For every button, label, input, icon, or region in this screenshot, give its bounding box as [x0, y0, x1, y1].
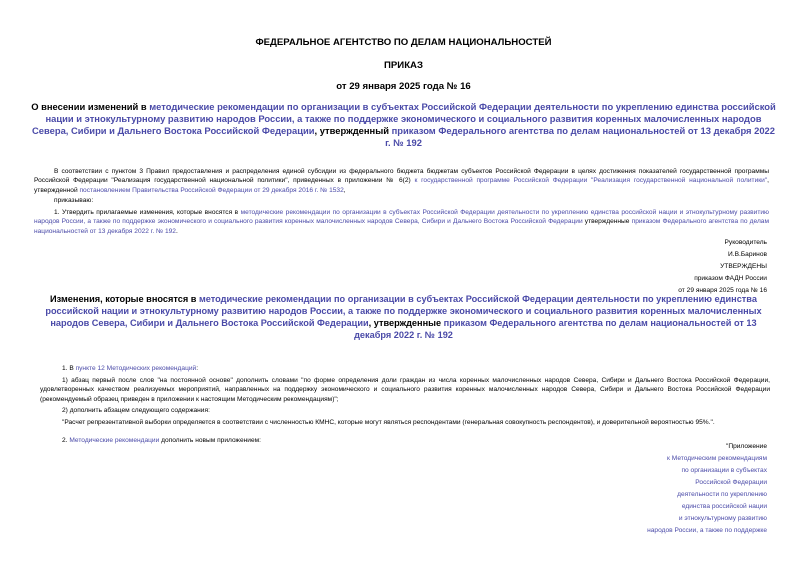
preamble-link-decree[interactable]: постановлением Правительства Российской Федерации от 29 декабря 2016 г. № 1532 — [79, 186, 344, 194]
appendix-header — [547, 441, 767, 537]
preamble-text-2: , утвержденной — [34, 177, 770, 194]
title-link-order[interactable]: приказом Федерального агентства по делам национальностей от 13 декабря 2022 г. № 192 — [385, 125, 775, 148]
appendix-line-link[interactable]: деятельности по укреплению — [677, 491, 767, 498]
appendix-line-link[interactable]: единства российской нации — [681, 503, 767, 510]
change-item-1-link[interactable]: пункте 12 Методических рекомендаций — [75, 365, 197, 372]
order-link-recommendations[interactable]: методические рекомендации по организации в субъектах Российской Федерации деятельности по укреплению единства российской нации и этнокультурному развитию народов России, а также по поддержке экономического и социального развития коренных малочисленных народов Севера, Сибири и Дальнего Востока Российской Федерации — [34, 209, 769, 226]
title-middle: , утвержденный — [314, 125, 392, 136]
change-item-2-suffix: дополнить новым приложением: — [159, 437, 261, 444]
order-text-2: утвержденные — [582, 218, 632, 226]
order-text: 1. Утвердить прилагаемые изменения, которые вносятся в — [54, 209, 241, 216]
appendix-line-link[interactable]: народов России, а также по поддержке — [647, 527, 767, 534]
change-subitem-2: 2) дополнить абзацем следующего содержания: — [62, 407, 210, 414]
change-item-1-prefix: 1. В — [62, 365, 76, 372]
changes-title-prefix: Изменения, которые вносятся в — [50, 294, 199, 304]
change-item-1-suffix: : — [196, 365, 199, 372]
approved-by-order: приказом ФАДН России — [694, 275, 767, 282]
changes-title-link-order[interactable]: приказом Федерального агентства по делам национальностей от 13 декабря 2022 г. № 192 — [354, 318, 757, 340]
preamble-paragraph — [34, 167, 769, 195]
preamble-text: В соответствии с пунктом 3 Правил предоставления и распределения единой субсидии из федерального бюджета бюджетам субъектов Российской Федерации в целях достижения показателей государственной программы Российской Федерации "Реализация государственной национальной политики", приведенных в приложении № 6(2) — [34, 168, 769, 185]
changes-title-middle: , утвержденные — [368, 318, 444, 328]
document-title — [30, 101, 777, 149]
title-prefix: О внесении изменений в — [31, 101, 150, 112]
approved-date: от 29 января 2025 года № 16 — [678, 287, 767, 294]
appendix-line-link[interactable]: и этнокультурному развитию — [678, 515, 767, 522]
appendix-line: "Приложение — [725, 443, 767, 450]
preamble-text-3: , — [343, 186, 346, 194]
order-link-order[interactable]: приказом Федерального агентства по делам национальностей от 13 декабря 2022 г. № 192 — [34, 218, 769, 235]
changes-title-link-recommendations[interactable]: методические рекомендации по организации в субъектах Российской Федерации деятельности по укреплению единства российской нации и этнокультурному развитию народов России, а также по поддержке экономического и социального развития коренных малочисленных народов Севера, Сибири и Дальнего Востока Российской Федерации — [45, 294, 762, 328]
title-link-recommendations[interactable]: методические рекомендации по организации в субъектах Российской Федерации деятельности по укреплению единства российской нации и этнокультурному развитию народов России, а также по поддержке экономического и социального развития коренных малочисленных народов Севера, Сибири и Дальнего Востока Российской Федерации — [32, 101, 776, 136]
appendix-line-link[interactable]: по организации в субъектах — [681, 467, 767, 474]
order-text-3: . — [175, 227, 178, 235]
change-quote: "Расчет репрезентативной выборки определяется в соответствии с численностью КМНС, которые могут являться респондентами (генеральная совокупность респондентов), и доверительной вероятностью 95%.". — [62, 419, 715, 426]
appendix-line-link[interactable]: Российской Федерации — [695, 479, 767, 486]
change-item-2 — [62, 436, 261, 445]
order-item-1 — [34, 208, 769, 236]
document-type: ПРИКАЗ — [384, 60, 423, 71]
signature-role: Руководитель — [724, 239, 767, 246]
signature-block — [467, 237, 767, 297]
approved-label: УТВЕРЖДЕНЫ — [720, 263, 767, 270]
change-item-2-link[interactable]: Методические рекомендации — [69, 437, 160, 444]
appendix-link-recommendations[interactable]: к Методическим рекомендациям — [667, 455, 767, 462]
orders-line: приказываю: — [54, 197, 94, 204]
signature-name: И.В.Баринов — [728, 251, 767, 258]
change-item-2-prefix: 2. — [62, 437, 70, 444]
changes-title — [34, 293, 773, 341]
change-subitem-1: 1) абзац первый после слов "на постоянной основе" дополнить словами "по форме определения доли граждан из числа коренных малочисленных народов Севера, Сибири и Дальнего Востока Российской Федерации, удовлетворенных качеством реализуемых мероприятий, направленных на поддержку экономического и социального развития коренных малочисленных народов Севера, Сибири и Дальнего Востока Российской Федерации (рекомендуемый образец приведен в приложении к настоящим Методическим рекомендациям)"; — [40, 377, 770, 403]
document-date-number: от 29 января 2025 года № 16 — [336, 81, 471, 92]
preamble-link-program[interactable]: к государственной программе Российской Федерации "Реализация государственной национальной политики" — [414, 177, 768, 185]
agency-name: ФЕДЕРАЛЬНОЕ АГЕНТСТВО ПО ДЕЛАМ НАЦИОНАЛЬНОСТЕЙ — [255, 37, 552, 48]
change-item-1 — [62, 364, 198, 373]
